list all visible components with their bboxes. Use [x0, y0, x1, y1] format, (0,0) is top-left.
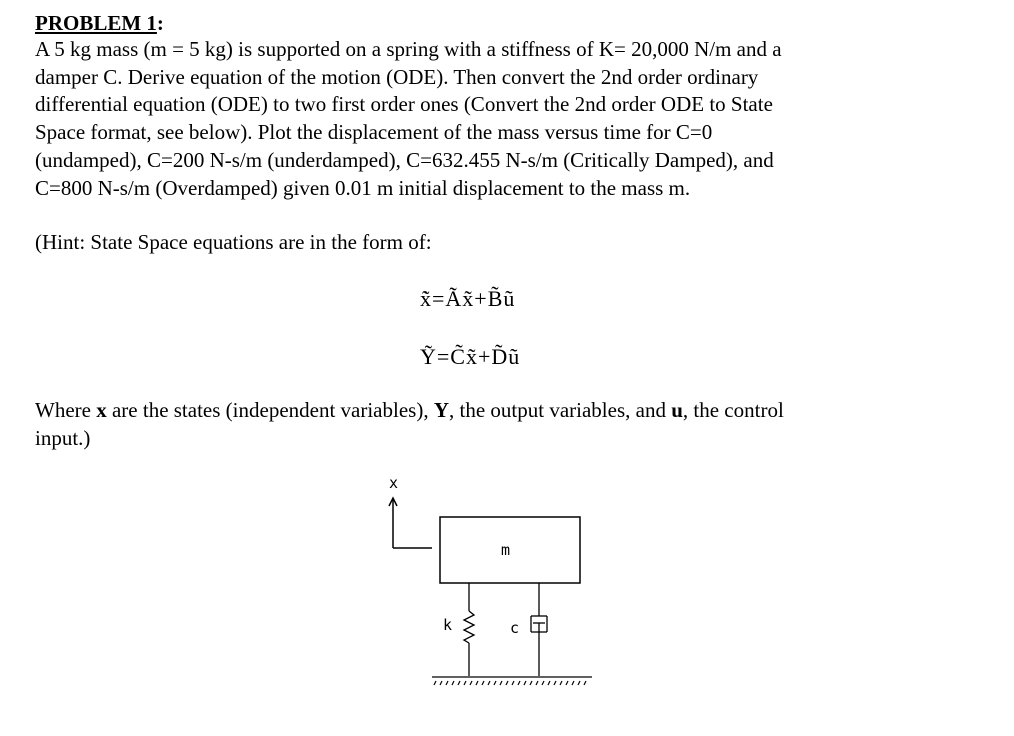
state-equation: x̃̇=Ãx̃+B̃ũ	[420, 286, 516, 311]
statement-line: (undamped), C=200 N-s/m (underdamped), C=632.455 N-s/m (Critically Damped), and	[35, 147, 774, 172]
ground-icon	[432, 677, 592, 685]
problem-heading: PROBLEM 1:	[35, 11, 164, 35]
states-symbol: x	[96, 398, 107, 422]
damper-icon	[531, 583, 547, 676]
where-paragraph: Where x are the states (independent variables), Y, the output variables, and u, the control input.)	[35, 398, 784, 450]
problem-statement	[35, 36, 935, 202]
input-symbol: u	[671, 398, 683, 422]
displacement-label: x	[389, 474, 399, 492]
output-equation: Ỹ=C̃x̃+D̃ũ	[420, 344, 521, 369]
mass-label: m	[501, 541, 511, 559]
hint-intro: (Hint: State Space equations are in the form of:	[35, 230, 432, 255]
spring-icon	[464, 583, 474, 676]
statement-line: Space format, see below). Plot the displacement of the mass versus time for C=0	[35, 120, 713, 145]
problem-document	[35, 10, 935, 257]
mass-spring-damper-diagram	[370, 470, 610, 700]
damper-label: c	[510, 619, 520, 637]
statement-line: differential equation (ODE) to two first order ones (Convert the 2nd order ODE to State	[35, 92, 773, 117]
statement-line: A 5 kg mass (m = 5 kg) is supported on a spring with a stiffness of K= 20,000 N/m and a	[35, 37, 782, 61]
output-symbol: Y	[433, 398, 450, 422]
statement-line: C=800 N-s/m (Overdamped) given 0.01 m initial displacement to the mass m.	[35, 175, 691, 200]
statement-line: damper C. Derive equation of the motion (ODE). Then convert the 2nd order ordinary	[35, 64, 759, 89]
spring-label: k	[443, 616, 453, 634]
displacement-arrow-icon	[389, 498, 432, 548]
